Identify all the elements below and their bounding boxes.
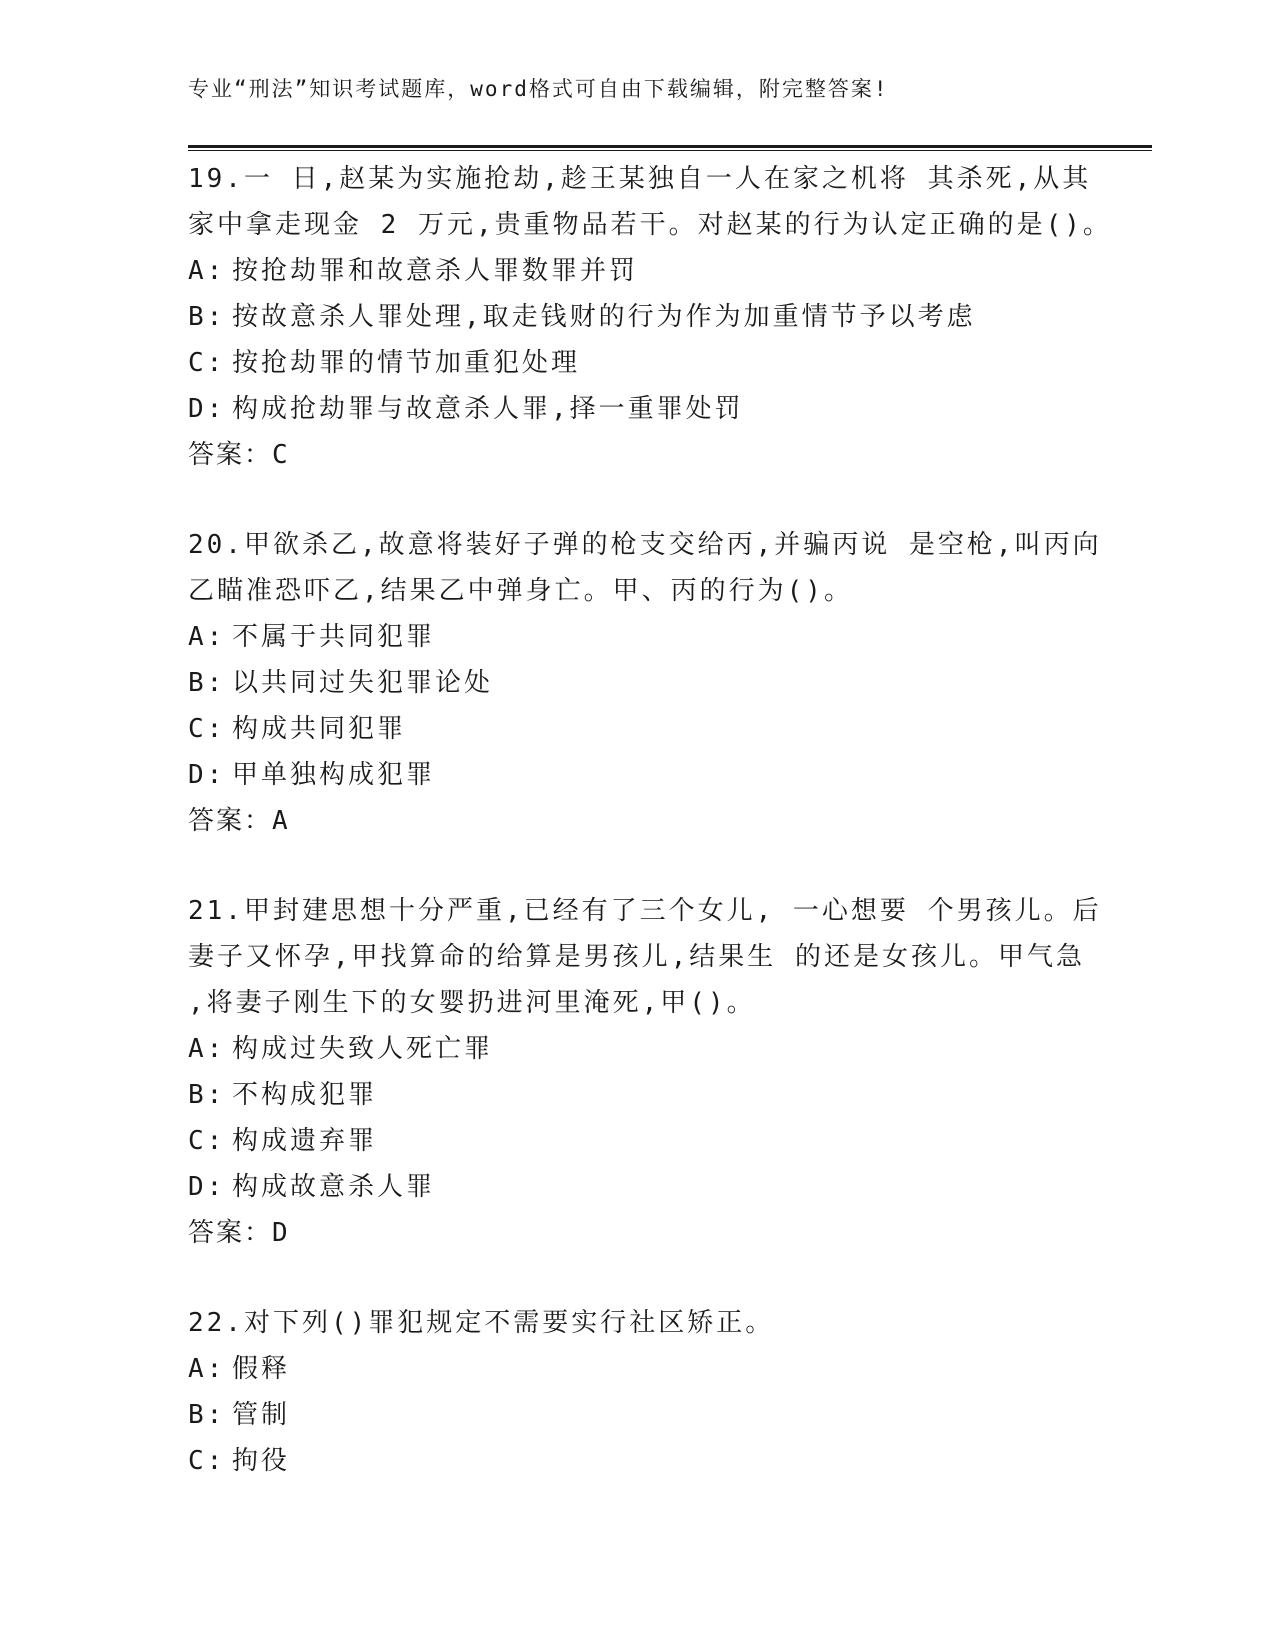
answer-label: 答案：: [188, 440, 273, 470]
option-letter: D:: [188, 760, 226, 790]
option-letter: A:: [188, 622, 226, 652]
option-d: [188, 1164, 1088, 1210]
option-letter: C:: [188, 1126, 226, 1156]
option-letter: D:: [188, 1172, 226, 1202]
header-rule-thin: [188, 150, 1152, 151]
question-stem-line: 19.一 日,赵某为实施抢劫,趁王某独自一人在家之机将 其杀死,从其: [188, 164, 1092, 194]
question-stem-line: 家中拿走现金 2 万元,贵重物品若干。对赵某的行为认定正确的是()。: [188, 210, 1112, 240]
option-letter: A:: [188, 256, 226, 286]
question-stem-line: 乙瞄准恐吓乙,结果乙中弹身亡。甲、丙的行为()。: [188, 576, 853, 606]
answer-value: D: [272, 1218, 290, 1248]
answer-label: 答案：: [188, 1218, 273, 1248]
question-stem-line: 21.甲封建思想十分严重,已经有了三个女儿, 一心想要 个男孩儿。后: [188, 896, 1102, 926]
answer-value: A: [272, 806, 290, 836]
option-letter: B:: [188, 1080, 226, 1110]
option-text: 不构成犯罪: [232, 1080, 378, 1110]
option-c: [188, 1118, 1088, 1164]
option-letter: A:: [188, 1354, 226, 1384]
option-text: 按抢劫罪和故意杀人罪数罪并罚: [232, 256, 639, 286]
option-b: [188, 660, 1088, 706]
option-text: 构成抢劫罪与故意杀人罪,择一重罪处罚: [232, 394, 744, 424]
option-text: 构成遗弃罪: [232, 1126, 378, 1156]
question-stem-line: 20.甲欲杀乙,故意将装好子弹的枪支交给丙,并骗丙说 是空枪,叫丙向: [188, 530, 1102, 560]
option-text: 以共同过失犯罪论处: [232, 668, 494, 698]
question-stem-line: 22.对下列()罪犯规定不需要实行社区矫正。: [188, 1308, 775, 1338]
question-list: [188, 156, 1112, 1484]
option-d: [188, 386, 1088, 432]
answer-line: [188, 798, 1088, 844]
option-text: 按抢劫罪的情节加重犯处理: [232, 348, 581, 378]
option-text: 甲单独构成犯罪: [232, 760, 436, 790]
option-d: [188, 752, 1088, 798]
option-text: 构成过失致人死亡罪: [232, 1034, 494, 1064]
option-letter: A:: [188, 1034, 226, 1064]
option-letter: D:: [188, 394, 226, 424]
option-text: 构成故意杀人罪: [232, 1172, 436, 1202]
option-letter: C:: [188, 1446, 226, 1476]
option-a: [188, 248, 1088, 294]
option-letter: C:: [188, 714, 226, 744]
option-text: 按故意杀人罪处理,取走钱财的行为作为加重情节予以考虑: [232, 302, 976, 332]
option-a: [188, 1026, 1088, 1072]
question-22: [188, 1300, 1088, 1484]
question-stem-line: ,将妻子刚生下的女婴扔进河里淹死,甲()。: [188, 988, 756, 1018]
option-a: [188, 614, 1088, 660]
answer-line: [188, 432, 1088, 478]
option-c: [188, 1438, 1088, 1484]
question-19: [188, 156, 1112, 478]
option-text: 拘役: [232, 1446, 291, 1476]
answer-label: 答案：: [188, 806, 273, 836]
option-a: [188, 1346, 1088, 1392]
option-text: 假释: [232, 1354, 291, 1384]
option-c: [188, 706, 1088, 752]
question-21: [188, 888, 1102, 1256]
option-letter: C:: [188, 348, 226, 378]
option-text: 构成共同犯罪: [232, 714, 407, 744]
option-b: [188, 1072, 1088, 1118]
question-20: [188, 522, 1102, 844]
question-stem-line: 妻子又怀孕,甲找算命的给算是男孩儿,结果生 的还是女孩儿。甲气急: [188, 942, 1085, 972]
option-letter: B:: [188, 668, 226, 698]
option-b: [188, 294, 1088, 340]
option-text: 不属于共同犯罪: [232, 622, 436, 652]
header-rule-thick: [188, 145, 1152, 148]
option-b: [188, 1392, 1088, 1438]
header-double-rule: [188, 145, 1152, 152]
answer-line: [188, 1210, 1088, 1256]
page-header: 专业“刑法”知识考试题库，word格式可自由下载编辑，附完整答案!: [188, 77, 889, 101]
option-text: 管制: [232, 1400, 291, 1430]
answer-value: C: [272, 440, 290, 470]
option-c: [188, 340, 1088, 386]
option-letter: B:: [188, 302, 226, 332]
option-letter: B:: [188, 1400, 226, 1430]
